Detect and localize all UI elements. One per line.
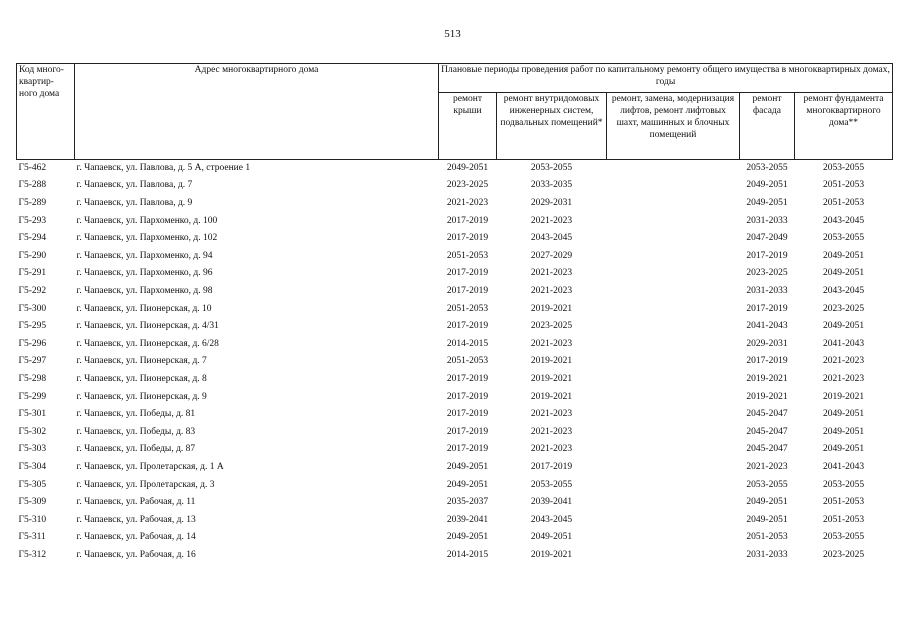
cell-code: Г5-462 [18,162,47,173]
cell-systems: 2019-2021 [530,549,573,560]
cell-address: г. Чапаевск, ул. Павлова, д. 5 А, строение 1 [76,162,251,173]
cell-foundation: 2049-2051 [822,409,865,420]
cell-roof: 2021-2023 [446,198,489,209]
cell-lifts [607,301,740,319]
cell-lifts [607,213,740,231]
cell-code: Г5-301 [18,409,47,420]
cell-roof: 2039-2041 [446,514,489,525]
cell-facade: 2017-2019 [746,250,788,261]
cell-foundation: 2049-2051 [822,268,865,279]
cell-roof: 2051-2053 [446,250,489,261]
table-body [17,160,893,565]
table-row [17,336,893,354]
cell-facade: 2053-2055 [746,162,788,173]
cell-systems: 2019-2021 [530,303,573,314]
cell-lifts [607,494,740,512]
cell-facade: 2047-2049 [746,233,788,244]
cell-systems: 2021-2023 [530,268,573,279]
table-row [17,389,893,407]
cell-roof: 2035-2037 [446,497,489,508]
cell-address: г. Чапаевск, ул. Пролетарская, д. 3 [76,479,215,490]
cell-facade: 2045-2047 [746,444,788,455]
header-address: Адрес многоквартирного дома [75,64,439,160]
cell-roof: 2017-2019 [446,286,489,297]
cell-lifts [607,406,740,424]
cell-address: г. Чапаевск, ул. Пархоменко, д. 94 [76,250,213,261]
cell-foundation: 2053-2055 [822,532,865,543]
cell-systems: 2017-2019 [530,461,573,472]
cell-systems: 2033-2035 [530,180,573,191]
table-row [17,442,893,460]
cell-address: г. Чапаевск, ул. Павлова, д. 7 [76,180,193,191]
cell-code: Г5-288 [18,180,47,191]
cell-address: г. Чапаевск, ул. Рабочая, д. 11 [76,497,196,508]
cell-foundation: 2041-2043 [822,461,865,472]
cell-code: Г5-294 [18,233,47,244]
cell-systems: 2021-2023 [530,444,573,455]
cell-roof: 2017-2019 [446,373,489,384]
cell-lifts [607,195,740,213]
cell-foundation: 2051-2053 [822,514,865,525]
table-row [17,266,893,284]
cell-facade: 2045-2047 [746,426,788,437]
table-row [17,248,893,266]
cell-lifts [607,283,740,301]
cell-code: Г5-311 [18,532,46,543]
cell-systems: 2019-2021 [530,391,573,402]
cell-code: Г5-312 [18,549,47,560]
cell-address: г. Чапаевск, ул. Рабочая, д. 14 [76,532,196,543]
cell-lifts [607,178,740,196]
cell-facade: 2021-2023 [746,461,788,472]
cell-address: г. Чапаевск, ул. Победы, д. 87 [76,444,196,455]
cell-foundation: 2043-2045 [822,286,865,297]
header-periods-group: Плановые периоды проведения работ по капитальному ремонту общего имущества в многоквартирных домах, годы [439,64,893,93]
cell-address: г. Чапаевск, ул. Пионерская, д. 9 [76,391,207,402]
cell-systems: 2021-2023 [530,286,573,297]
cell-facade: 2041-2043 [746,321,788,332]
cell-address: г. Чапаевск, ул. Пионерская, д. 7 [76,356,207,367]
cell-facade: 2045-2047 [746,409,788,420]
cell-foundation: 2053-2055 [822,479,865,490]
table-row [17,213,893,231]
cell-foundation: 2049-2051 [822,444,865,455]
cell-facade: 2023-2025 [746,268,788,279]
cell-roof: 2017-2019 [446,444,489,455]
table-row [17,459,893,477]
cell-roof: 2017-2019 [446,268,489,279]
cell-foundation: 2041-2043 [822,338,865,349]
cell-systems: 2043-2045 [530,233,573,244]
cell-address: г. Чапаевск, ул. Пионерская, д. 4/31 [76,321,219,332]
header-roof: ремонт крыши [439,93,497,160]
table-row [17,160,893,178]
cell-address: г. Чапаевск, ул. Пионерская, д. 8 [76,373,207,384]
cell-lifts [607,529,740,547]
cell-roof: 2051-2053 [446,303,489,314]
cell-systems: 2021-2023 [530,426,573,437]
cell-foundation: 2049-2051 [822,426,865,437]
cell-foundation: 2051-2053 [822,198,865,209]
cell-systems: 2053-2055 [530,162,573,173]
cell-roof: 2049-2051 [446,532,489,543]
table-row [17,230,893,248]
cell-code: Г5-299 [18,391,47,402]
cell-foundation: 2053-2055 [822,233,865,244]
cell-systems: 2021-2023 [530,338,573,349]
table-row [17,494,893,512]
cell-lifts [607,336,740,354]
table-row [17,354,893,372]
cell-address: г. Чапаевск, ул. Пионерская, д. 10 [76,303,212,314]
cell-lifts [607,248,740,266]
cell-facade: 2031-2033 [746,286,788,297]
cell-code: Г5-310 [18,514,47,525]
cell-roof: 2023-2025 [446,180,489,191]
cell-foundation: 2049-2051 [822,250,865,261]
cell-lifts [607,354,740,372]
cell-code: Г5-302 [18,426,47,437]
cell-lifts [607,160,740,178]
table-row [17,529,893,547]
table-row [17,283,893,301]
table-row [17,195,893,213]
cell-facade: 2051-2053 [746,532,788,543]
cell-code: Г5-300 [18,303,47,314]
cell-systems: 2049-2051 [530,532,573,543]
cell-facade: 2017-2019 [746,356,788,367]
cell-roof: 2017-2019 [446,409,489,420]
cell-facade: 2049-2051 [746,514,788,525]
cell-roof: 2051-2053 [446,356,489,367]
cell-address: г. Чапаевск, ул. Рабочая, д. 13 [76,514,196,525]
cell-roof: 2049-2051 [446,461,489,472]
cell-lifts [607,459,740,477]
cell-foundation: 2021-2023 [822,373,865,384]
cell-address: г. Чапаевск, ул. Пархоменко, д. 102 [76,233,218,244]
cell-code: Г5-293 [18,215,47,226]
cell-address: г. Чапаевск, ул. Победы, д. 83 [76,426,196,437]
cell-roof: 2049-2051 [446,479,489,490]
page-number: 513 [444,28,461,40]
cell-lifts [607,424,740,442]
cell-roof: 2014-2015 [446,549,489,560]
header-systems: ремонт внутридомовых инженерных систем, подвальных помещений* [497,93,607,160]
cell-address: г. Чапаевск, ул. Павлова, д. 9 [76,198,193,209]
cell-lifts [607,266,740,284]
cell-code: Г5-305 [18,479,47,490]
cell-facade: 2029-2031 [746,338,788,349]
cell-foundation: 2019-2021 [822,391,865,402]
cell-lifts [607,371,740,389]
cell-code: Г5-298 [18,373,47,384]
cell-systems: 2027-2029 [530,250,573,261]
cell-facade: 2017-2019 [746,303,788,314]
cell-systems: 2029-2031 [530,198,573,209]
table-row [17,301,893,319]
cell-facade: 2053-2055 [746,479,788,490]
cell-facade: 2019-2021 [746,391,788,402]
table-row [17,424,893,442]
cell-roof: 2017-2019 [446,233,489,244]
header-facade: ремонт фасада [740,93,795,160]
cell-lifts [607,442,740,460]
table-row [17,318,893,336]
cell-systems: 2021-2023 [530,409,573,420]
cell-code: Г5-297 [18,356,47,367]
cell-foundation: 2049-2051 [822,321,865,332]
cell-systems: 2043-2045 [530,514,573,525]
cell-address: г. Чапаевск, ул. Пионерская, д. 6/28 [76,338,219,349]
cell-code: Г5-304 [18,461,47,472]
cell-systems: 2021-2023 [530,215,573,226]
cell-roof: 2017-2019 [446,215,489,226]
header-foundation: ремонт фундамента многоквартирного дома** [795,93,893,160]
cell-address: г. Чапаевск, ул. Пролетарская, д. 1 А [76,461,224,472]
cell-code: Г5-303 [18,444,47,455]
cell-code: Г5-290 [18,250,47,261]
cell-roof: 2017-2019 [446,391,489,402]
cell-code: Г5-291 [18,268,47,279]
cell-foundation: 2043-2045 [822,215,865,226]
cell-roof: 2017-2019 [446,321,489,332]
cell-roof: 2014-2015 [446,338,489,349]
table-row [17,178,893,196]
cell-systems: 2019-2021 [530,373,573,384]
cell-systems: 2053-2055 [530,479,573,490]
cell-lifts [607,547,740,565]
cell-facade: 2031-2033 [746,549,788,560]
cell-facade: 2049-2051 [746,497,788,508]
table-row [17,406,893,424]
cell-foundation: 2023-2025 [822,549,865,560]
cell-facade: 2019-2021 [746,373,788,384]
table-row [17,547,893,565]
cell-roof: 2049-2051 [446,162,489,173]
cell-facade: 2049-2051 [746,180,788,191]
cell-address: г. Чапаевск, ул. Пархоменко, д. 96 [76,268,213,279]
cell-lifts [607,477,740,495]
cell-lifts [607,512,740,530]
cell-address: г. Чапаевск, ул. Победы, д. 81 [76,409,196,420]
cell-address: г. Чапаевск, ул. Рабочая, д. 16 [76,549,196,560]
header-code: Код много-квартир-ного дома [17,64,75,160]
cell-facade: 2049-2051 [746,198,788,209]
cell-code: Г5-295 [18,321,47,332]
cell-foundation: 2053-2055 [822,162,865,173]
cell-systems: 2019-2021 [530,356,573,367]
cell-lifts [607,389,740,407]
cell-code: Г5-292 [18,286,47,297]
table-row [17,371,893,389]
cell-code: Г5-289 [18,198,47,209]
header-lifts: ремонт, замена, модернизация лифтов, ремонт лифтовых шахт, машинных и блочных помещений [607,93,740,160]
cell-foundation: 2023-2025 [822,303,865,314]
cell-systems: 2023-2025 [530,321,573,332]
cell-lifts [607,230,740,248]
cell-roof: 2017-2019 [446,426,489,437]
cell-systems: 2039-2041 [530,497,573,508]
cell-foundation: 2051-2053 [822,180,865,191]
repair-schedule-table [16,63,893,565]
cell-code: Г5-309 [18,497,47,508]
table-row [17,512,893,530]
cell-address: г. Чапаевск, ул. Пархоменко, д. 100 [76,215,218,226]
cell-foundation: 2051-2053 [822,497,865,508]
table-row [17,477,893,495]
cell-facade: 2031-2033 [746,215,788,226]
cell-lifts [607,318,740,336]
cell-code: Г5-296 [18,338,47,349]
cell-foundation: 2021-2023 [822,356,865,367]
cell-address: г. Чапаевск, ул. Пархоменко, д. 98 [76,286,213,297]
